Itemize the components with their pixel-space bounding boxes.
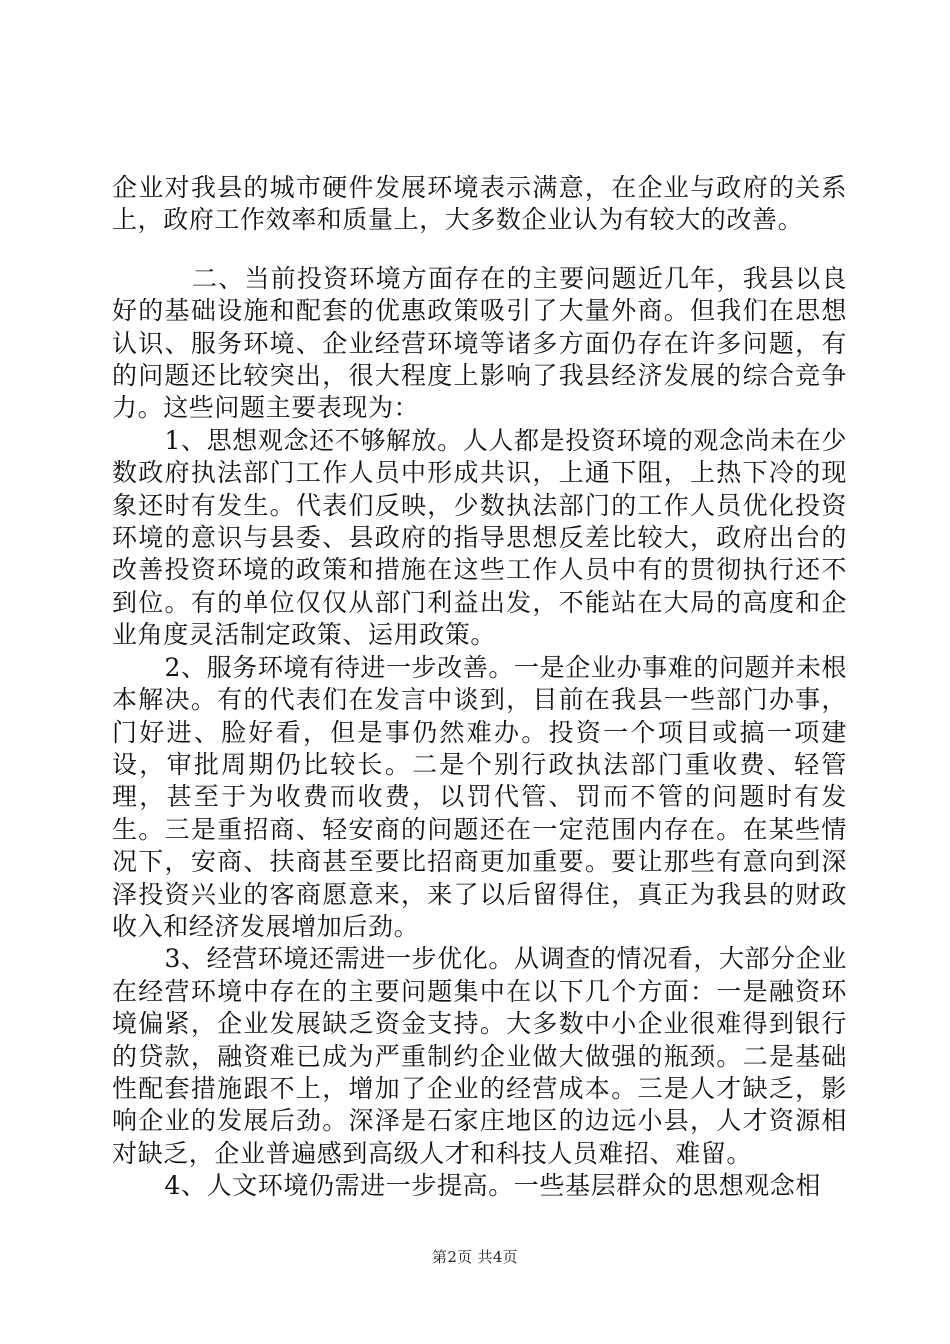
paragraph-section-two: 二、当前投资环境方面存在的主要问题近几年，我县以良好的基础设施和配套的优惠政策吸引了大量外商。但我们在思想认识、服务环境、企业经营环境等诸多方面仍存在许多问题，有的问题还比较突出，很大程度上影响了我县经济发展的综合竞争力。这些问题主要表现为： bbox=[112, 263, 847, 423]
page-number-footer: 第2页 共4页 bbox=[432, 1248, 518, 1266]
paragraph-continuation: 企业对我县的城市硬件发展环境表示满意，在企业与政府的关系上，政府工作效率和质量上，大多数企业认为有较大的改善。 bbox=[112, 173, 847, 235]
document-body bbox=[112, 172, 847, 1203]
paragraph-item-2: 2、服务环境有待进一步改善。一是企业办事难的问题并未根本解决。有的代表们在发言中谈到，目前在我县一些部门办事，门好进、脸好看，但是事仍然难办。投资一个项目或搞一项建设，审批周期仍比较长。二是个别行政执法部门重收费、轻管理，甚至于为收费而收费，以罚代管、罚而不管的问题时有发生。三是重招商、轻安商的问题还在一定范围内存在。在某些情况下，安商、扶商甚至要比招商更加重要。要让那些有意向到深泽投资兴业的客商愿意来，来了以后留得住，真正为我县的财政收入和经济发展增加后劲。 bbox=[112, 652, 847, 941]
paragraph-item-1: 1、思想观念还不够解放。人人都是投资环境的观念尚未在少数政府执法部门工作人员中形成共识，上通下阻，上热下冷的现象还时有发生。代表们反映，少数执法部门的工作人员优化投资环境的意识与县委、县政府的指导思想反差比较大，政府出台的改善投资环境的政策和措施在这些工作人员中有的贯彻执行还不到位。有的单位仅仅从部门利益出发，不能站在大局的高度和企业角度灵活制定政策、运用政策。 bbox=[112, 425, 847, 650]
paragraph-item-4: 4、人文环境仍需进一步提高。一些基层群众的思想观念相 bbox=[164, 1171, 822, 1201]
paragraph-item-3: 3、经营环境还需进一步优化。从调查的情况看，大部分企业在经营环境中存在的主要问题集中在以下几个方面：一是融资环境偏紧，企业发展缺乏资金支持。大多数中小企业很难得到银行的贷款，融资难已成为严重制约企业做大做强的瓶颈。二是基础性配套措施跟不上，增加了企业的经营成本。三是人才缺乏，影响企业的发展后劲。深泽是石家庄地区的边远小县，人才资源相对缺乏，企业普遍感到高级人才和科技人员难招、难留。 bbox=[112, 944, 847, 1168]
